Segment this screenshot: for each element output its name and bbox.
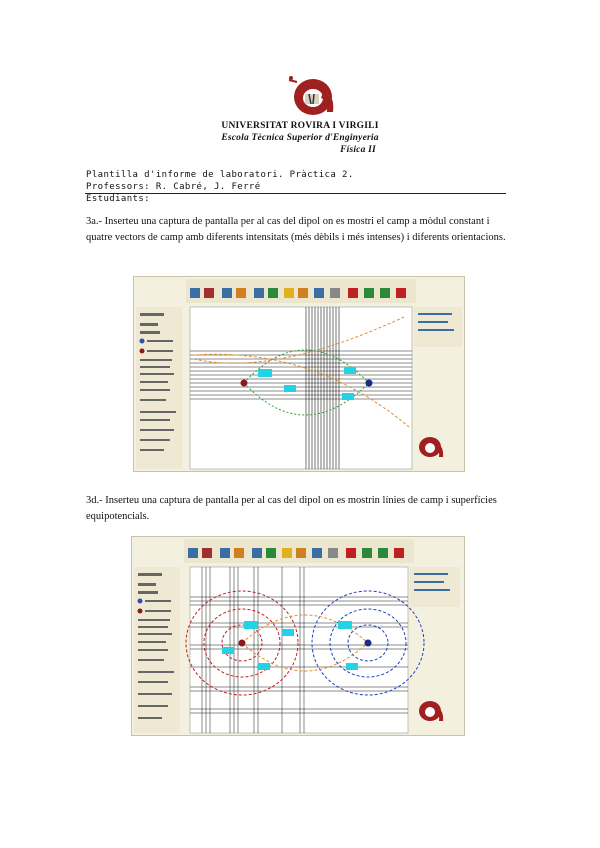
screenshot-3a (133, 276, 465, 472)
subject-name: Física II (340, 145, 376, 155)
school-name: Escola Tècnica Superior d'Enginyeria (221, 133, 379, 143)
section-3d-text: 3d.- Inserteu una captura de pantalla per al cas del dipol on es mostrin línies de camp i superfícies equipotencials. (86, 495, 497, 522)
students-line: Estudiants: (86, 194, 151, 204)
screenshot-3d (131, 536, 465, 736)
template-title: Plantilla d'informe de laboratori. Pràctica 2. (86, 170, 354, 180)
professors-line: Professors: R. Cabré, J. Ferré (86, 182, 261, 192)
university-name: UNIVERSITAT ROVIRA I VIRGILI (221, 121, 379, 131)
section-3a-text: 3a.- Inserteu una captura de pantalla per al cas del dipol on es mostri el camp a mòdul constant i quatre vectors de camp amb diferents intensitats (més dèbils i més intenses) i diferents orientacions. (86, 216, 506, 243)
university-logo (283, 72, 343, 120)
